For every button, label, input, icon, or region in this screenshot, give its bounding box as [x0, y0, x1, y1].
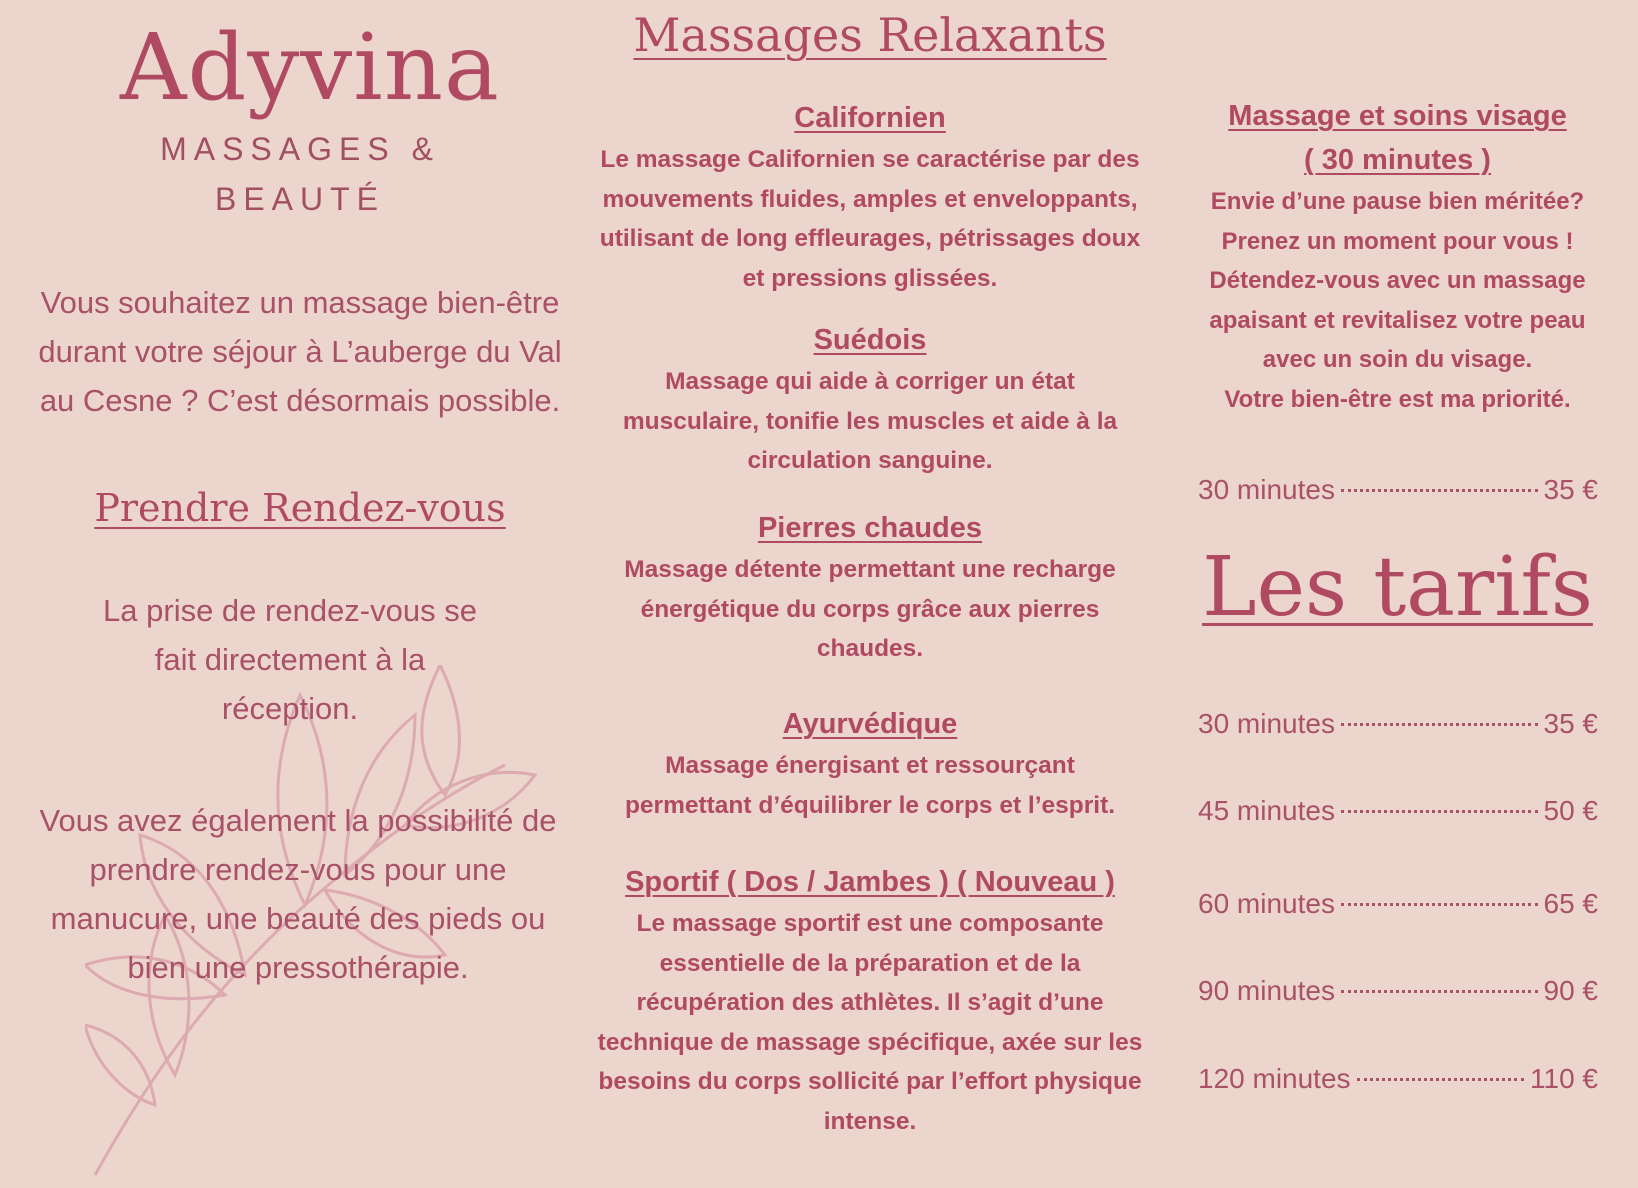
- other-services-line: prendre rendez-vous pour une: [89, 852, 507, 887]
- brand-subtitle-line: BEAUTÉ: [214, 181, 386, 217]
- price-amount: 35 €: [1543, 474, 1598, 505]
- tarif-row: [1198, 1063, 1598, 1095]
- description-line: musculaire, tonifie les muscles et aide à la: [622, 407, 1118, 435]
- massage-description: [580, 140, 1160, 298]
- description-line: intense.: [823, 1107, 917, 1135]
- facial-description: [1170, 182, 1625, 419]
- description-line: Massage énergisant et ressourçant: [665, 752, 1075, 779]
- tarifs-title: Les tarifs: [1202, 540, 1593, 635]
- other-services-line: Vous avez également la possibilité de: [39, 803, 557, 838]
- massage-name: Ayurvédique: [782, 708, 958, 740]
- appointment-line: réception.: [221, 691, 359, 726]
- description-line: besoins du corps sollicité par l’effort physique: [598, 1068, 1142, 1095]
- description-line: technique de massage spécifique, axée sur les: [597, 1028, 1143, 1056]
- facial-title: [1170, 94, 1625, 182]
- brand-subtitle-line: MASSAGES &: [160, 131, 440, 167]
- massage-description: [580, 904, 1160, 1141]
- left-column: [0, 0, 590, 1188]
- tarif-row: [1198, 795, 1598, 827]
- appointment-line: fait directement à la: [154, 642, 426, 677]
- massage-name: Suédois: [813, 324, 927, 356]
- appointment-text: [80, 586, 500, 733]
- description-line: Massage qui aide à corriger un état: [665, 368, 1075, 395]
- price-duration: 60 minutes: [1198, 888, 1335, 919]
- brand-subtitle: [120, 124, 480, 224]
- description-line: mouvements fluides, amples et enveloppants,: [602, 185, 1138, 213]
- price-amount: 110 €: [1530, 1063, 1598, 1094]
- massage-name: Sportif ( Dos / Jambes ) ( Nouveau ): [625, 866, 1115, 898]
- facial-title-line: Massage et soins visage: [1228, 100, 1567, 132]
- description-line: essentielle de la préparation et de la: [659, 949, 1081, 977]
- description-line: circulation sanguine.: [747, 447, 993, 474]
- dot-leader: [1341, 810, 1538, 813]
- price-duration: 45 minutes: [1198, 795, 1335, 826]
- description-line: permettant d’équilibrer le corps et l’esprit.: [624, 791, 1116, 819]
- massage-name: Pierres chaudes: [757, 512, 983, 544]
- dot-leader: [1341, 489, 1538, 492]
- massage-name: Californien: [794, 102, 946, 134]
- description-line: énergétique du corps grâce aux pierres: [640, 595, 1100, 623]
- description-line: apaisant et revitalisez votre peau: [1209, 306, 1586, 334]
- price-duration: 120 minutes: [1198, 1063, 1351, 1094]
- description-line: avec un soin du visage.: [1262, 346, 1533, 373]
- massage-pierres-chaudes: [580, 508, 1160, 669]
- massage-ayurvedique: [580, 704, 1160, 825]
- massage-description: [580, 746, 1160, 825]
- massages-column: [580, 0, 1160, 1188]
- intro-line: durant votre séjour à L’auberge du Val: [38, 334, 562, 369]
- dot-leader: [1341, 723, 1538, 726]
- massage-description: [580, 550, 1160, 669]
- intro-line: Vous souhaitez un massage bien-être: [40, 285, 560, 320]
- description-line: Détendez-vous avec un massage: [1209, 267, 1586, 294]
- description-line: Prenez un moment pour vous !: [1221, 227, 1574, 255]
- right-column: [1170, 0, 1625, 1188]
- massage-californien: [580, 98, 1160, 298]
- price-duration: 30 minutes: [1198, 708, 1335, 739]
- brand-name: Adyvina: [120, 14, 500, 121]
- description-line: récupération des athlètes. Il s’agit d’une: [636, 989, 1104, 1016]
- price-duration: 30 minutes: [1198, 474, 1335, 505]
- description-line: Le massage sportif est une composante: [636, 910, 1104, 937]
- massages-title: Massages Relaxants: [633, 8, 1107, 62]
- dot-leader: [1341, 990, 1538, 993]
- tarif-row: [1198, 888, 1598, 920]
- description-line: et pressions glissées.: [742, 264, 998, 292]
- price-amount: 65 €: [1543, 888, 1598, 919]
- massage-description: [580, 362, 1160, 481]
- price-amount: 90 €: [1543, 975, 1598, 1006]
- intro-line: au Cesne ? C’est désormais possible.: [39, 383, 561, 418]
- description-line: Votre bien-être est ma priorité.: [1224, 385, 1571, 413]
- description-line: Envie d’une pause bien méritée?: [1210, 188, 1585, 215]
- other-services-line: manucure, une beauté des pieds ou: [50, 901, 546, 936]
- appointment-title: Prendre Rendez-vous: [94, 486, 506, 530]
- price-amount: 50 €: [1543, 795, 1598, 826]
- facial-title-line: ( 30 minutes ): [1304, 144, 1491, 176]
- dot-leader: [1341, 903, 1538, 906]
- other-services-line: bien une pressothérapie.: [127, 950, 469, 985]
- tarif-row: [1198, 975, 1598, 1007]
- massage-sportif: [580, 862, 1160, 1141]
- price-amount: 35 €: [1543, 708, 1598, 739]
- description-line: utilisant de long effleurages, pétrissages doux: [599, 225, 1141, 252]
- other-services-text: [18, 796, 578, 992]
- description-line: chaudes.: [816, 635, 924, 662]
- description-line: Massage détente permettant une recharge: [624, 556, 1116, 583]
- facial-price-row: [1198, 474, 1598, 506]
- dot-leader: [1357, 1078, 1524, 1081]
- price-duration: 90 minutes: [1198, 975, 1335, 1006]
- description-line: Le massage Californien se caractérise par des: [600, 146, 1140, 173]
- tarif-row: [1198, 708, 1598, 740]
- appointment-line: La prise de rendez-vous se: [103, 593, 477, 628]
- intro-text: [20, 278, 580, 425]
- massage-suedois: [580, 320, 1160, 481]
